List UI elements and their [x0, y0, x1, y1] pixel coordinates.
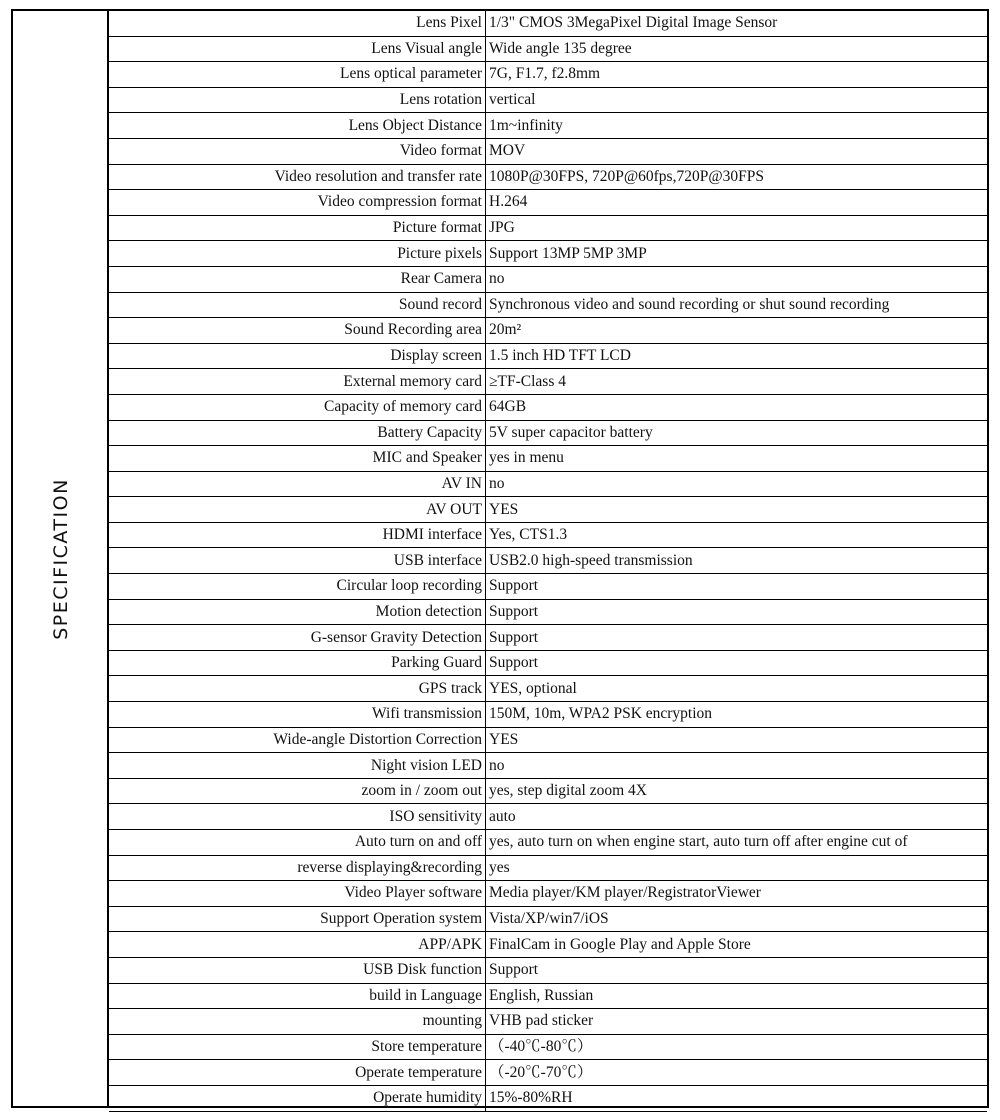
- spec-value: Synchronous video and sound recording or shut sound recording: [486, 292, 988, 318]
- spec-row: [109, 113, 987, 139]
- spec-label: GPS track: [109, 676, 486, 702]
- spec-value: 15%-80%RH: [486, 1085, 988, 1111]
- spec-label: Picture format: [109, 215, 486, 241]
- spec-row: [109, 1034, 987, 1060]
- spec-row: [109, 446, 987, 472]
- spec-value: Support: [486, 625, 988, 651]
- spec-value: no: [486, 266, 988, 292]
- spec-row: [109, 983, 987, 1009]
- spec-row: [109, 522, 987, 548]
- spec-value: 1m~infinity: [486, 113, 988, 139]
- spec-row: [109, 138, 987, 164]
- spec-label: ISO sensitivity: [109, 804, 486, 830]
- spec-label: Sound record: [109, 292, 486, 318]
- spec-value: Support: [486, 650, 988, 676]
- spec-row: [109, 241, 987, 267]
- spec-label: Lens rotation: [109, 87, 486, 113]
- spec-label: reverse displaying&recording: [109, 855, 486, 881]
- spec-row: [109, 394, 987, 420]
- spec-label: Parking Guard: [109, 650, 486, 676]
- spec-label: zoom in / zoom out: [109, 778, 486, 804]
- spec-row: [109, 1085, 987, 1111]
- spec-value: 64GB: [486, 394, 988, 420]
- spec-row: [109, 753, 987, 779]
- spec-row: [109, 1060, 987, 1086]
- spec-row: [109, 292, 987, 318]
- spec-label: Motion detection: [109, 599, 486, 625]
- spec-value: Yes, CTS1.3: [486, 522, 988, 548]
- spec-row: [109, 1009, 987, 1035]
- spec-label: HDMI interface: [109, 522, 486, 548]
- section-title: SPECIFICATION: [50, 477, 72, 640]
- spec-label: MIC and Speaker: [109, 446, 486, 472]
- spec-row: [109, 574, 987, 600]
- spec-value: yes, auto turn on when engine start, auto turn off after engine cut of: [486, 830, 988, 856]
- spec-row: [109, 420, 987, 446]
- spec-row: [109, 650, 987, 676]
- spec-label: Wifi transmission: [109, 702, 486, 728]
- spec-value: 7G, F1.7, f2.8mm: [486, 62, 988, 88]
- spec-value: YES: [486, 727, 988, 753]
- spec-label: mounting: [109, 1009, 486, 1035]
- spec-label: AV OUT: [109, 497, 486, 523]
- spec-label: Battery Capacity: [109, 420, 486, 446]
- spec-value: 20m²: [486, 318, 988, 344]
- spec-value: Wide angle 135 degree: [486, 36, 988, 62]
- spec-label: Lens Pixel: [109, 11, 486, 36]
- spec-row: [109, 215, 987, 241]
- spec-row: [109, 369, 987, 395]
- spec-row: [109, 471, 987, 497]
- spec-row: [109, 190, 987, 216]
- spec-label: Circular loop recording: [109, 574, 486, 600]
- spec-label: Night vision LED: [109, 753, 486, 779]
- spec-value: Media player/KM player/RegistratorViewer: [486, 881, 988, 907]
- spec-row: [109, 957, 987, 983]
- spec-row: [109, 906, 987, 932]
- spec-row: [109, 702, 987, 728]
- spec-label: Video format: [109, 138, 486, 164]
- spec-label: Picture pixels: [109, 241, 486, 267]
- spec-value: YES, optional: [486, 676, 988, 702]
- spec-value: VHB pad sticker: [486, 1009, 988, 1035]
- spec-label: USB Disk function: [109, 957, 486, 983]
- spec-value: FinalCam in Google Play and Apple Store: [486, 932, 988, 958]
- spec-label: Lens optical parameter: [109, 62, 486, 88]
- spec-value: Support: [486, 574, 988, 600]
- spec-value: 1.5 inch HD TFT LCD: [486, 343, 988, 369]
- spec-value: yes: [486, 855, 988, 881]
- spec-row: [109, 548, 987, 574]
- spec-label: Store temperature: [109, 1034, 486, 1060]
- spec-label: USB interface: [109, 548, 486, 574]
- spec-value: no: [486, 471, 988, 497]
- spec-value: no: [486, 753, 988, 779]
- spec-value: 150M, 10m, WPA2 PSK encryption: [486, 702, 988, 728]
- spec-label: AV IN: [109, 471, 486, 497]
- spec-value: 1080P@30FPS, 720P@60fps,720P@30FPS: [486, 164, 988, 190]
- spec-value: ≥TF-Class 4: [486, 369, 988, 395]
- spec-label: Video Player software: [109, 881, 486, 907]
- spec-row: [109, 855, 987, 881]
- spec-row: [109, 164, 987, 190]
- spec-row: [109, 804, 987, 830]
- spec-row: [109, 778, 987, 804]
- spec-label: build in Language: [109, 983, 486, 1009]
- spec-table-body: [109, 11, 987, 1111]
- spec-label: Rear Camera: [109, 266, 486, 292]
- spec-row: [109, 36, 987, 62]
- spec-row: [109, 62, 987, 88]
- spec-label: Video compression format: [109, 190, 486, 216]
- spec-label: Video resolution and transfer rate: [109, 164, 486, 190]
- spec-value: English, Russian: [486, 983, 988, 1009]
- spec-label: APP/APK: [109, 932, 486, 958]
- spec-label: Sound Recording area: [109, 318, 486, 344]
- spec-row: [109, 11, 987, 36]
- spec-value: （-20℃-70℃）: [486, 1060, 988, 1086]
- spec-value: Vista/XP/win7/iOS: [486, 906, 988, 932]
- spec-label: Operate temperature: [109, 1060, 486, 1086]
- spec-row: [109, 343, 987, 369]
- specification-sheet: [11, 9, 989, 1108]
- spec-value: Support: [486, 957, 988, 983]
- spec-value: Support: [486, 599, 988, 625]
- spec-value: YES: [486, 497, 988, 523]
- spec-value: Support 13MP 5MP 3MP: [486, 241, 988, 267]
- spec-row: [109, 599, 987, 625]
- spec-row: [109, 625, 987, 651]
- spec-row: [109, 932, 987, 958]
- spec-value: （-40℃-80℃）: [486, 1034, 988, 1060]
- spec-label: Display screen: [109, 343, 486, 369]
- spec-value: USB2.0 high-speed transmission: [486, 548, 988, 574]
- spec-row: [109, 676, 987, 702]
- spec-value: 1/3" CMOS 3MegaPixel Digital Image Sensor: [486, 11, 988, 36]
- spec-value: MOV: [486, 138, 988, 164]
- spec-row: [109, 87, 987, 113]
- spec-value: vertical: [486, 87, 988, 113]
- spec-value: 5V super capacitor battery: [486, 420, 988, 446]
- spec-value: yes in menu: [486, 446, 988, 472]
- spec-label: Lens Object Distance: [109, 113, 486, 139]
- spec-label: Lens Visual angle: [109, 36, 486, 62]
- spec-value: yes, step digital zoom 4X: [486, 778, 988, 804]
- spec-row: [109, 830, 987, 856]
- spec-value: auto: [486, 804, 988, 830]
- spec-row: [109, 266, 987, 292]
- spec-label: Capacity of memory card: [109, 394, 486, 420]
- spec-value: H.264: [486, 190, 988, 216]
- spec-row: [109, 881, 987, 907]
- spec-table: [109, 11, 987, 1112]
- spec-label: Auto turn on and off: [109, 830, 486, 856]
- spec-row: [109, 727, 987, 753]
- spec-value: JPG: [486, 215, 988, 241]
- spec-label: Operate humidity: [109, 1085, 486, 1111]
- section-header-column: [13, 11, 109, 1106]
- spec-row: [109, 318, 987, 344]
- spec-label: Support Operation system: [109, 906, 486, 932]
- spec-label: External memory card: [109, 369, 486, 395]
- spec-row: [109, 497, 987, 523]
- spec-label: G-sensor Gravity Detection: [109, 625, 486, 651]
- spec-label: Wide-angle Distortion Correction: [109, 727, 486, 753]
